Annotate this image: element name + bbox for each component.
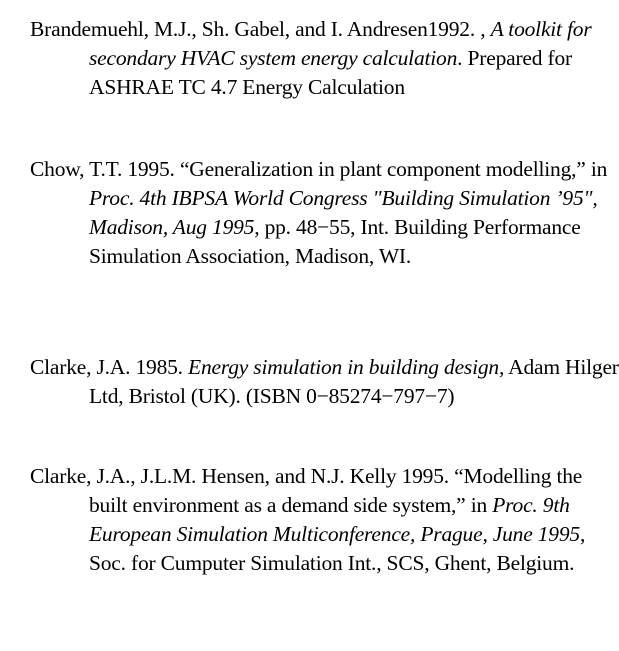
reference-punctuation: , <box>480 17 486 41</box>
reference-details: Adam Hilger Ltd, Bristol (UK). (ISBN 0−85274−797−7) <box>89 355 619 408</box>
reference-in: in <box>590 157 608 181</box>
reference-source: Proc. 4th IBPSA World Congress "Building Simulation ’95", Madison, Aug 1995 <box>89 186 598 239</box>
reference-authors-year: Clarke, J.A. 1985. <box>30 355 183 379</box>
reference-details: , pp. 48−55, Int. Building Performance Simulation Association, Madison, WI. <box>89 215 581 268</box>
reference-title: Energy simulation in building design, <box>188 355 505 379</box>
reference-details: . Prepared for ASHRAE TC 4.7 Energy Calculation <box>89 46 572 99</box>
reference-authors-year: Brandemuehl, M.J., Sh. Gabel, and I. Andresen1992. <box>30 17 476 41</box>
reference-title: A toolkit for secondary HVAC system energy calculation <box>89 17 592 70</box>
reference-authors-year: Clarke, J.A., J.L.M. Hensen, and N.J. Kelly 1995. <box>30 464 449 488</box>
reference-title: “Modelling the built environment as a demand side system,” <box>89 464 583 517</box>
reference-authors-year: Chow, T.T. 1995. <box>30 157 175 181</box>
reference-entry <box>30 155 619 271</box>
reference-entry <box>30 353 619 411</box>
reference-source: Proc. 9th European Simulation Multiconference, Prague, June 1995 <box>89 493 580 546</box>
reference-entry <box>30 462 619 578</box>
reference-entry <box>30 15 619 102</box>
reference-details: , Soc. for Cumputer Simulation Int., SCS, Ghent, Belgium. <box>89 522 586 575</box>
reference-title: “Generalization in plant component modelling,” <box>179 157 586 181</box>
reference-in: in <box>470 493 488 517</box>
